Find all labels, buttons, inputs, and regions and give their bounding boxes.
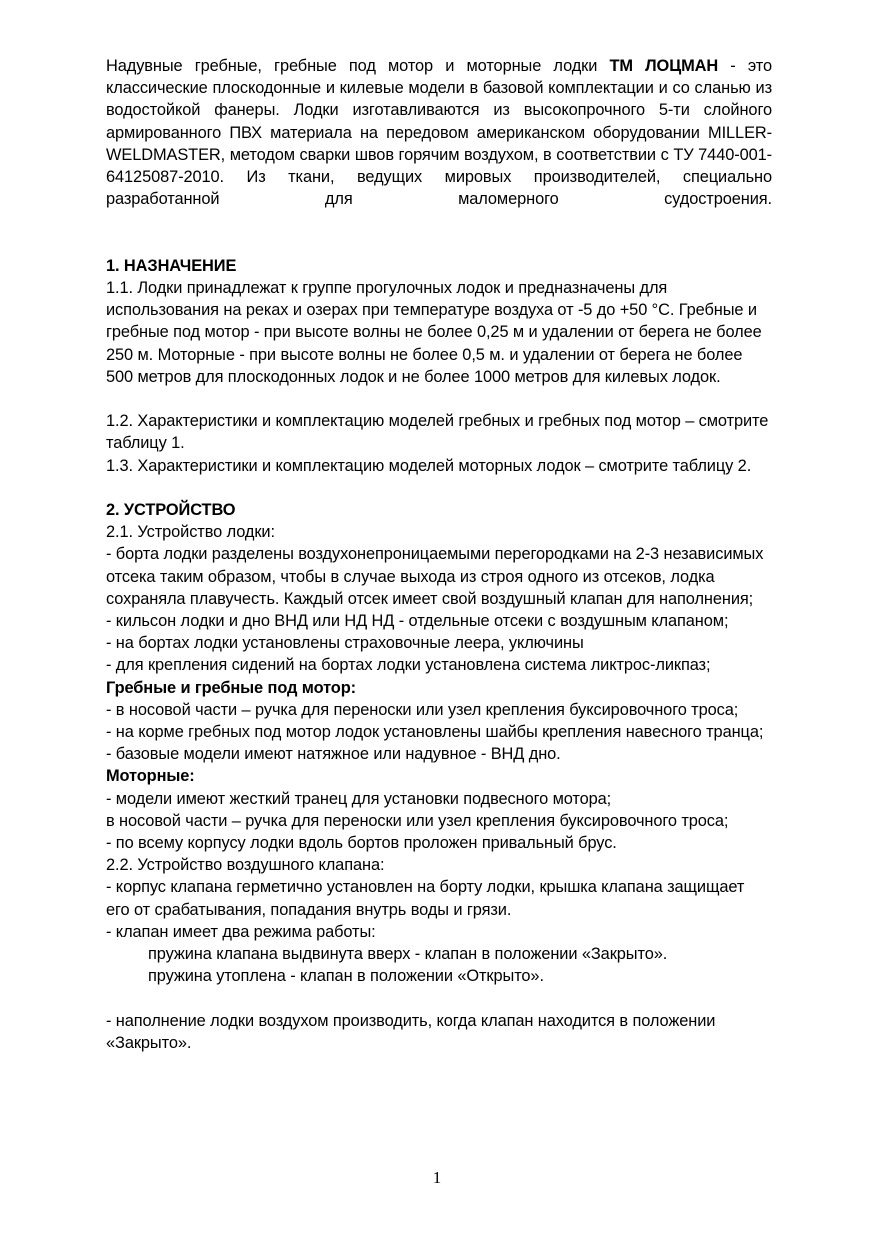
- bullet-seat-mount-system: - для крепления сидений на бортах лодки установлена система ликтрос-ликпаз;: [106, 656, 711, 675]
- spacer: [106, 987, 772, 1009]
- subheading-motor-boats: Моторные:: [106, 767, 195, 786]
- paragraph-2-1: 2.1. Устройство лодки:: [106, 523, 275, 542]
- intro-paragraph: [106, 55, 772, 233]
- valve-mode-open: пружина утоплена - клапан в положении «Открыто».: [148, 967, 544, 986]
- brand-name: ТМ ЛОЦМАН: [609, 57, 719, 75]
- closing-note: - наполнение лодки воздухом производить, когда клапан находится в положении «Закрыто».: [106, 1011, 716, 1052]
- spacer: [106, 388, 772, 410]
- paragraph-1-3: 1.3. Характеристики и комплектацию моделей моторных лодок – смотрите таблицу 2.: [106, 456, 752, 475]
- document-body: [106, 55, 772, 1054]
- bullet-rigid-transom: - модели имеют жесткий транец для установки подвесного мотора;: [106, 789, 612, 808]
- valve-mode-closed: пружина клапана выдвинута вверх - клапан в положении «Закрыто».: [148, 945, 668, 964]
- bullet-base-models-floor: - базовые модели имеют натяжное или надувное - ВНД дно.: [106, 745, 561, 764]
- subheading-rowing-boats: Гребные и гребные под мотор:: [106, 678, 356, 697]
- bullet-safety-rails: - на бортах лодки установлены страховочные леера, уключины: [106, 634, 584, 653]
- bullet-keelson-floor: - кильсон лодки и дно ВНД или НД НД - отдельные отсеки с воздушным клапаном;: [106, 612, 729, 631]
- paragraph-2-2: 2.2. Устройство воздушного клапана:: [106, 856, 385, 875]
- bullet-valve-modes: - клапан имеет два режима работы:: [106, 922, 376, 941]
- bullet-rubbing-strake: - по всему корпусу лодки вдоль бортов проложен привальный брус.: [106, 834, 617, 853]
- bullet-bow-handle-motor: в носовой части – ручка для переноски или узел крепления буксировочного троса;: [106, 811, 729, 830]
- paragraph-1-1: 1.1. Лодки принадлежат к группе прогулочных лодок и предназначены для использования на реках и озерах при температуре воздуха от -5 до +50 °С. Гребные и гребные под мотор - при высоте волны не более 0,25 м и удалении от берега не более 250 м. Моторные - при высоте волны не более 0,5 м. и удалении от берега не более 500 метров для плоскодонных лодок и не более 1000 метров для килевых лодок.: [106, 279, 762, 386]
- spacer: [106, 477, 772, 499]
- intro-text-before-brand: Надувные гребные, гребные под мотор и моторные лодки: [106, 57, 610, 75]
- section-1-heading: 1. НАЗНАЧЕНИЕ: [106, 256, 237, 275]
- bullet-transom-washers: - на корме гребных под мотор лодок установлены шайбы крепления навесного транца;: [106, 723, 764, 742]
- section-2-heading: 2. УСТРОЙСТВО: [106, 501, 236, 520]
- bullet-hull-compartments: - борта лодки разделены воздухонепроницаемыми перегородками на 2-3 независимых отсека таким образом, чтобы в случае выхода из строя одного из отсеков, лодка сохраняла плавучесть. Каждый отсек имеет свой воздушный клапан для наполнения;: [106, 545, 764, 608]
- page-number: 1: [432, 1168, 442, 1187]
- bullet-bow-handle-rowing: - в носовой части – ручка для переноски или узел крепления буксировочного троса;: [106, 700, 739, 719]
- paragraph-1-2: 1.2. Характеристики и комплектацию моделей гребных и гребных под мотор – смотрите таблицу 1.: [106, 412, 769, 453]
- bullet-valve-body: - корпус клапана герметично установлен на борту лодки, крышка клапана защищает его от срабатывания, попадания внутрь воды и грязи.: [106, 878, 745, 919]
- intro-text-after-brand: - это классические плоскодонные и килевые модели в базовой комплектации и со сланью из водостойкой фанеры. Лодки изготавливаются из высокопрочного 5-ти слойного армированного ПВХ материала на передовом американском оборудовании MILLER-WELDMASTER, методом сварки швов горячим воздухом, в соответствии с ТУ 7440-001-64125087-2010. Из ткани, ведущих мировых производителей, специально разработанной для маломерного судостроения.: [106, 57, 772, 209]
- spacer: [106, 233, 772, 255]
